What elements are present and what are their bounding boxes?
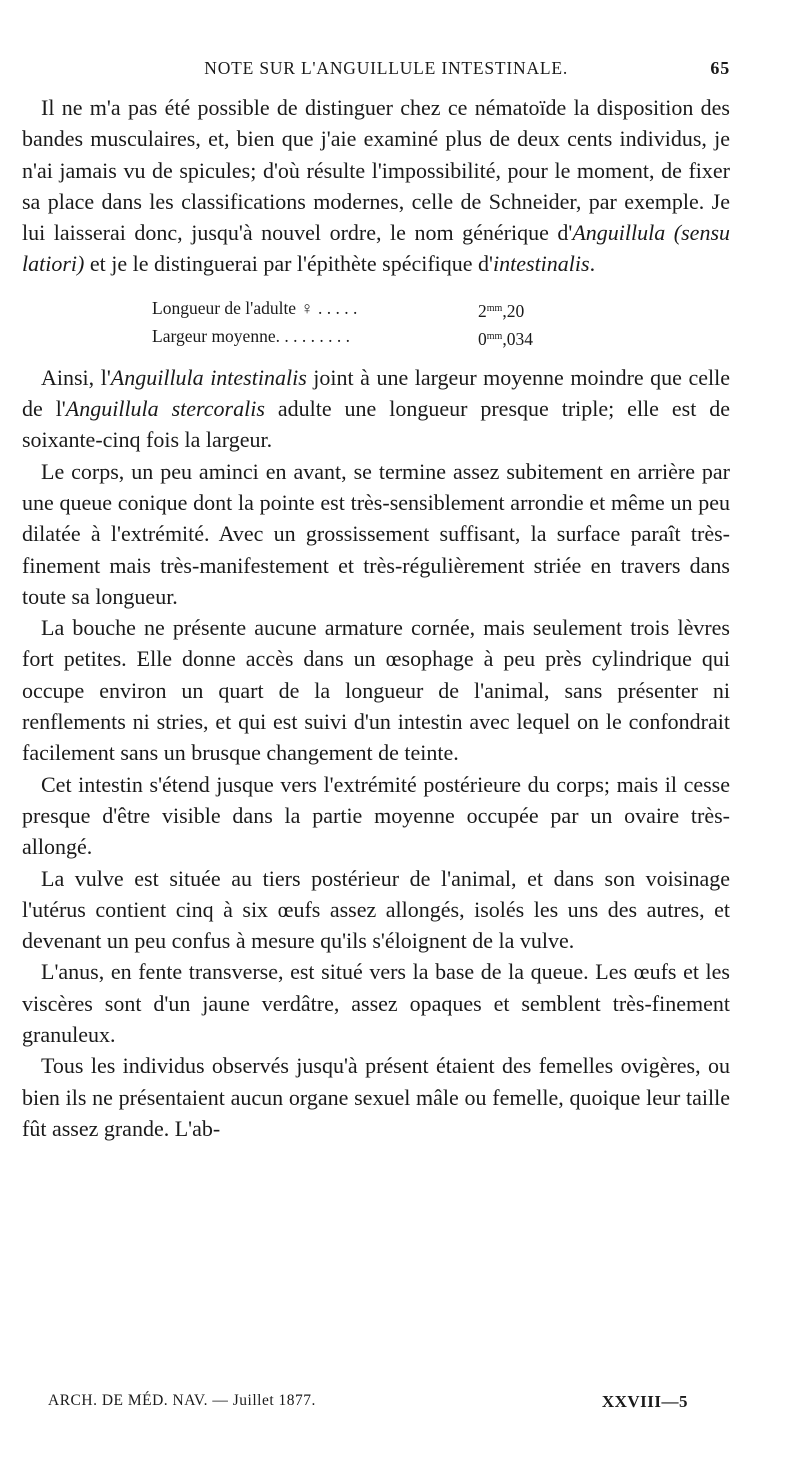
journal-reference: ARCH. DE MÉD. NAV. — Juillet 1877. <box>48 1392 316 1409</box>
page-footer <box>48 1392 688 1412</box>
measurement-row <box>152 296 730 324</box>
running-header <box>22 58 730 92</box>
paragraph-6: La vulve est située au tiers postérieur de l'animal, et dans son voisinage l'utérus contient cinq à six œufs assez allongés, isolés les uns des autres, et devenant un peu confus à mesure qu'ils s'éloignent de la vulve. <box>22 865 730 954</box>
paragraph-4: La bouche ne présente aucune armature cornée, mais seulement trois lèvres fort petites. Elle donne accès dans un œsophage à peu près cylindrique qui occupe environ un quart de la longueur de l'animal, sans présenter ni renflements ni stries, et qui est suivi d'un intestin avec lequel on le confondrait facilement sans un brusque changement de teinte. <box>22 615 730 766</box>
paragraph-7: L'anus, en fente transverse, est situé vers la base de la queue. Les œufs et les viscères sont d'un jaune verdâtre, assez opaques et semblent très-finement granuleux. <box>22 959 730 1048</box>
body-text <box>22 92 730 1144</box>
measurement-value: $0^{mm},034$ <box>478 328 533 349</box>
measurement-label: Longueur de l'adulte ♀ . . . . . <box>152 297 358 318</box>
paragraph-8: Tous les individus observés jusqu'à présent étaient des femelles ovigères, ou bien ils ne présentaient aucun organe sexuel mâle ou femelle, quoique leur taille fût assez grande. L'ab- <box>22 1053 730 1141</box>
page <box>22 58 730 1144</box>
page-number: 65 <box>710 58 730 78</box>
paragraph-1: Il ne m'a pas été possible de distinguer chez ce nématoïde la disposition des bandes musculaires, et, bien que j'aie examiné plus de deux cents individus, je n'ai jamais vu de spicules; d'où résulte l'impossibilité, pour le moment, de fixer sa place dans les classifications modernes, celle de Schneider, par exemple. Je lui laisserai donc, jusqu'à nouvel ordre, le nom générique d'Anguillula (sensu latiori) et je le distinguerai par l'épithète spécifique d'intestinalis. <box>22 95 731 277</box>
running-title: NOTE SUR L'ANGUILLULE INTESTINALE. <box>204 58 569 78</box>
signature-mark: XXVIII—5 <box>601 1392 688 1411</box>
measurement-value: $2^{mm},20$ <box>478 300 525 321</box>
paragraph-5: Cet intestin s'étend jusque vers l'extrémité postérieure du corps; mais il cesse presque d'être visible dans la partie moyenne occupée par un ovaire très-allongé. <box>22 771 730 860</box>
measurement-row <box>152 324 730 352</box>
paragraph-3: Le corps, un peu aminci en avant, se termine assez subitement en arrière par une queue conique dont la pointe est très-sensiblement arrondie et même un peu dilatée à l'extrémité. Avec un grossissement suffisant, la surface paraît très-finement mais très-manifestement et très-régulièrement striée en travers dans toute sa longueur. <box>22 458 730 609</box>
measurement-label: Largeur moyenne. . . . . . . . . <box>152 325 350 346</box>
paragraph-2: Ainsi, l'Anguillula intestinalis joint à une largeur moyenne moindre que celle de l'Anguillula stercoralis adulte une longueur presque triple; elle est de soixante-cinq fois la largeur. <box>22 364 731 453</box>
measurements-table <box>152 296 730 352</box>
